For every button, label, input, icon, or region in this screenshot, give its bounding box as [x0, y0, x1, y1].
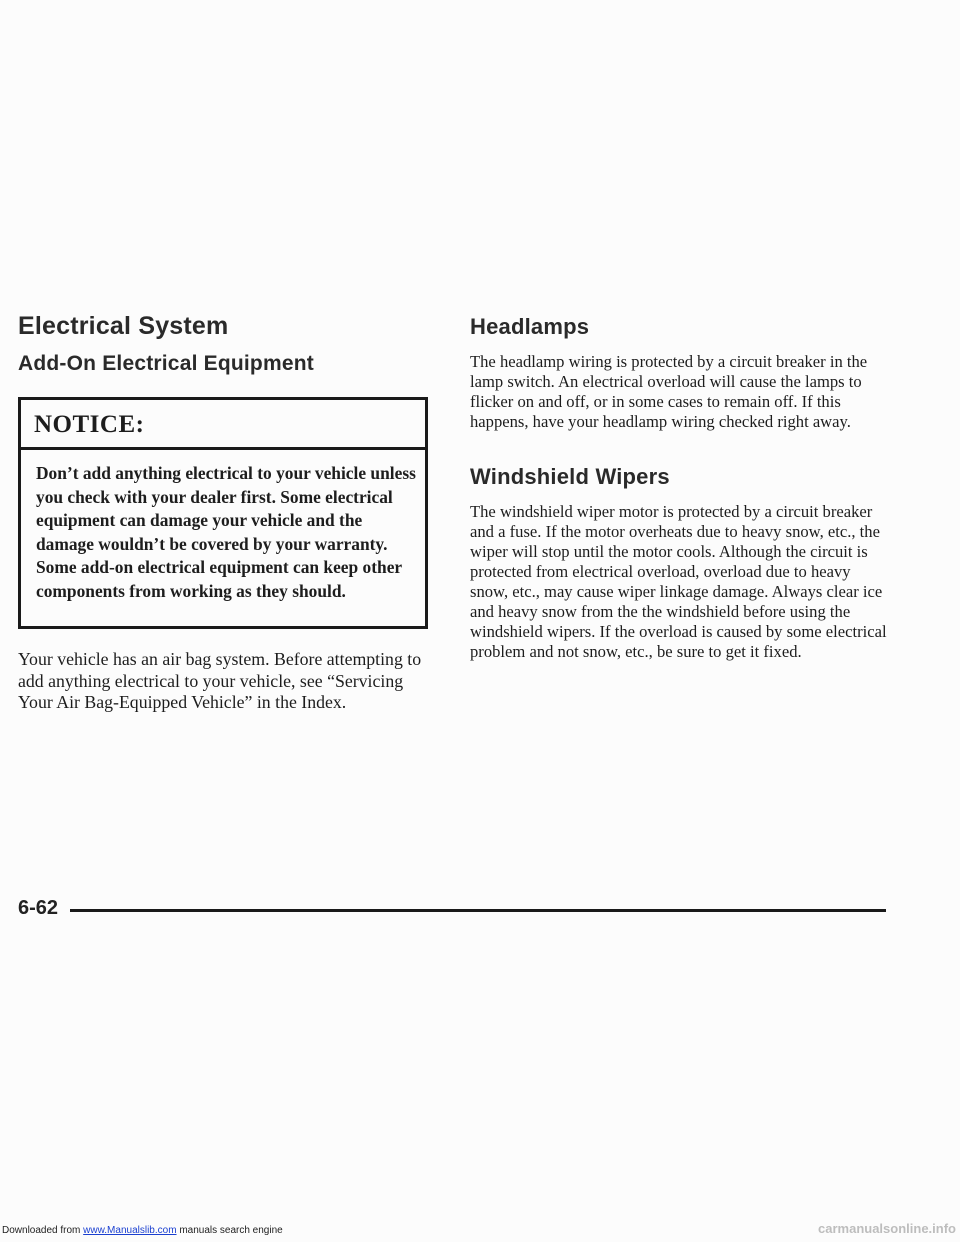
headlamps-title: Headlamps [470, 314, 590, 339]
section-title: Electrical System [18, 312, 229, 340]
windshield-wipers-paragraph: The windshield wiper motor is protected by a circuit breaker and a fuse. If the motor overheats due to heavy snow, etc., the wiper will stop until the motor cools. Although the circuit is protected from electrical overload, overload due to heavy snow, etc., may cause wiper linkage damage. Always clear ice and heavy snow from the the windshield before using the windshield wipers. If the overload is caused by some electrical problem and not snow, etc., be sure to get it fixed. [470, 502, 887, 661]
footer-prefix: Downloaded from [2, 1225, 81, 1236]
notice-body: Don’t add anything electrical to your vehicle unless you check with your dealer first. Some electrical equipment can damage your vehicle and the damage wouldn’t be covered by your warranty. Some add-on electrical equipment can keep other components from working as they should. [36, 463, 416, 601]
notice-box [18, 397, 428, 629]
notice-label: NOTICE: [34, 411, 145, 438]
download-footer [2, 1225, 283, 1236]
page-number: 6-62 [18, 897, 59, 919]
notice-header [21, 400, 425, 450]
footer-suffix: manuals search engine [179, 1225, 283, 1236]
manualslib-link[interactable]: www.Manualslib.com [83, 1225, 177, 1236]
headlamps-paragraph: The headlamp wiring is protected by a circuit breaker in the lamp switch. An electrical overload will cause the lamps to flicker on and off, or in some cases to remain off. If this happens, have your headlamp wiring checked right away. [470, 352, 868, 431]
air-bag-paragraph: Your vehicle has an air bag system. Before attempting to add anything electrical to your vehicle, see “Servicing Your Air Bag-Equipped Vehicle” in the Index. [18, 649, 422, 712]
watermark: carmanualsonline.info [818, 1221, 956, 1236]
windshield-wipers-title: Windshield Wipers [470, 464, 670, 489]
subsection-title: Add-On Electrical Equipment [18, 352, 314, 375]
footer-rule [70, 909, 886, 912]
